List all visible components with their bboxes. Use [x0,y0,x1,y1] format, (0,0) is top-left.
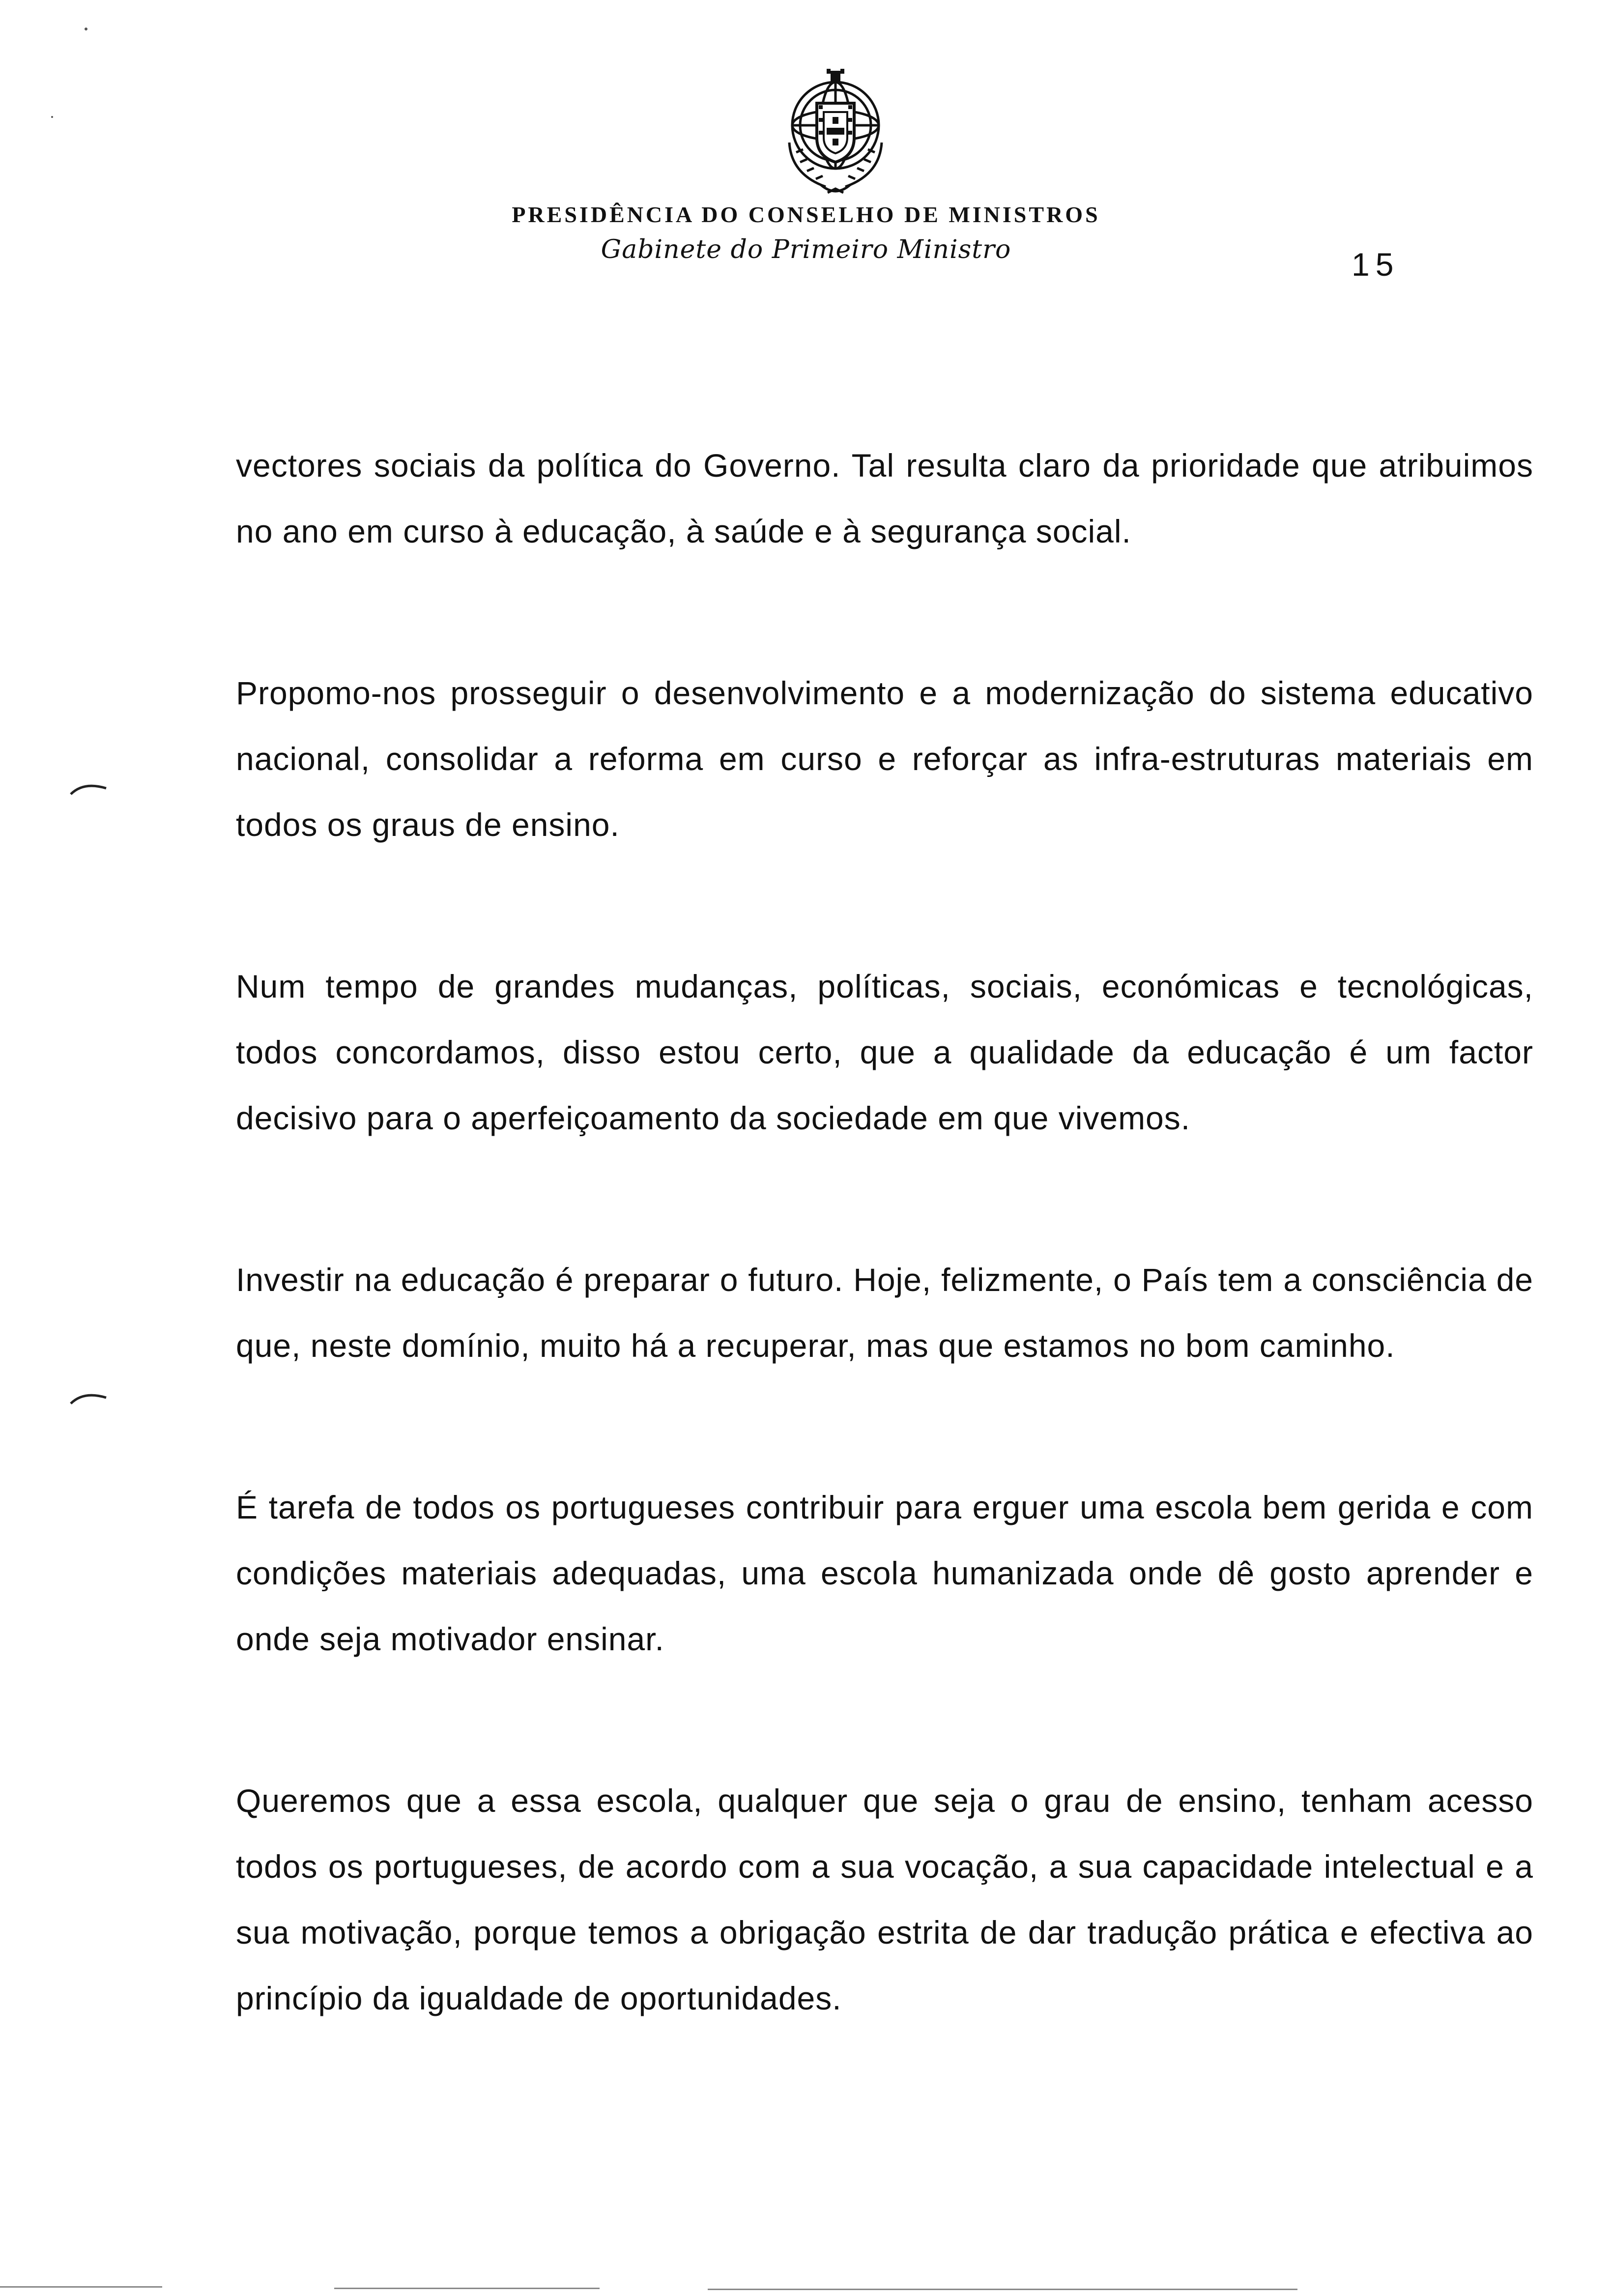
scan-edge-line [334,2288,600,2289]
margin-mark-icon [69,1391,108,1406]
paragraph-6: Queremos que a essa escola, qualquer que seja o grau de ensino, tenham acesso todos os portugueses, de acordo com a sua vocação, a sua capacidade intelectual e a sua motivação, porque temos a obrigação estrita de dar tradução prática e efectiva ao princípio da igualdade de oportunidades. [236,1782,1533,2016]
coat-of-arms-icon [777,69,894,201]
page-number: 15 [1352,246,1400,283]
institution-heading: PRESIDÊNCIA DO CONSELHO DE MINISTROS [512,202,1100,227]
paragraph-2: Propomo-nos prosseguir o desenvolvimento e a modernização do sistema educativo nacional, consolidar a reforma em curso e reforçar as infra-estruturas materiais em todos os graus de ensino. [236,675,1533,843]
paragraph-1: vectores sociais da política do Governo. Tal resulta claro da prioridade que atribuimos no ano em curso à educação, à saúde e à segurança social. [236,447,1533,549]
scan-speck [85,28,87,30]
scan-edge-line [0,2286,162,2288]
paragraph-3: Num tempo de grandes mudanças, políticas, sociais, económicas e tecnológicas, todos concordamos, disso estou certo, que a qualidade da educação é um factor decisivo para o aperfeiçoamento da sociedade em que vivemos. [236,968,1533,1136]
office-subtitle: Gabinete do Primeiro Ministro [601,235,1011,264]
scan-speck [51,116,53,118]
paragraph-5: É tarefa de todos os portugueses contribuir para erguer uma escola bem gerida e com condições materiais adequadas, uma escola humanizada onde dê gosto aprender e onde seja motivador ensinar. [236,1489,1533,1657]
scan-edge-line [708,2289,1297,2290]
margin-mark-icon [69,781,108,796]
document-body [236,432,1533,2127]
paragraph-4: Investir na educação é preparar o futuro. Hoje, felizmente, o País tem a consciência de que, neste domínio, muito há a recuperar, mas que estamos no bom caminho. [236,1262,1533,1364]
